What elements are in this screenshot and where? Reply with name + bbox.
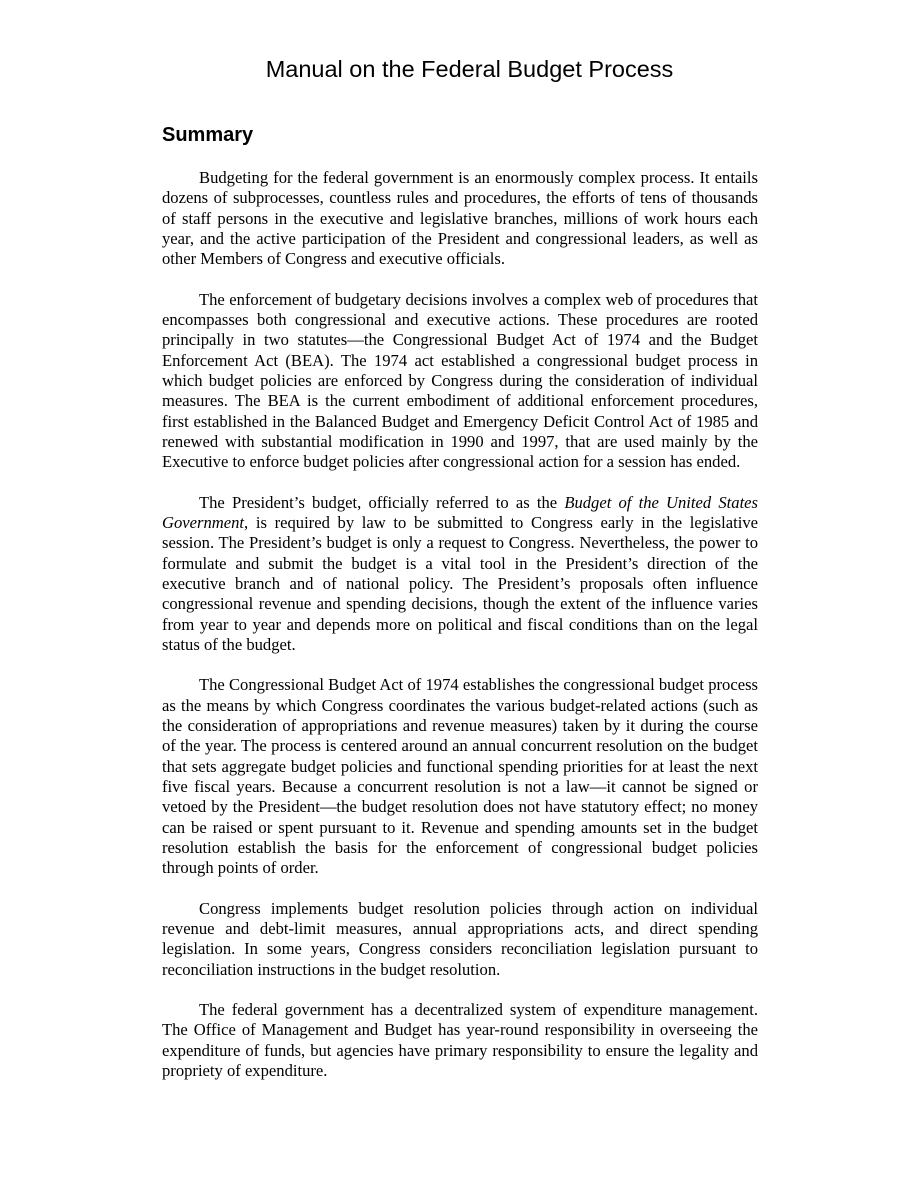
- paragraph-implementation: Congress implements budget resolution policies through action on individual revenue and debt-limit measures, annual appropriations acts, and direct spending legislation. In some years, Congress considers reconciliation legislation pursuant to reconciliation instructions in the budget resolution.: [162, 898, 758, 979]
- paragraph-enforcement: The enforcement of budgetary decisions involves a complex web of procedures that encompasses both congressional and executive actions. These procedures are rooted principally in two statutes—the Congressional Budget Act of 1974 and the Budget Enforcement Act (BEA). The 1974 act established a congressional budget process in which budget policies are enforced by Congress during the consideration of individual measures. The BEA is the current embodiment of additional enforcement procedures, first established in the Balanced Budget and Emergency Deficit Control Act of 1985 and renewed with substantial modification in 1990 and 1997, that are used mainly by the Executive to enforce budget policies after congressional action for a session has ended.: [162, 289, 758, 472]
- paragraph-congressional-budget-act: The Congressional Budget Act of 1974 establishes the congressional budget process as the means by which Congress coordinates the various budget-related actions (such as the consideration of appropriations and revenue measures) taken by it during the course of the year. The process is centered around an annual concurrent resolution on the budget that sets aggregate budget policies and functional spending priorities for at least the next five fiscal years. Because a concurrent resolution is not a law—it cannot be signed or vetoed by the President—the budget resolution does not have statutory effect; no money can be raised or spent pursuant to it. Revenue and spending amounts set in the budget resolution establish the basis for the enforcement of congressional budget policies through points of order.: [162, 675, 758, 878]
- document-body: [162, 168, 758, 1102]
- document-title: Manual on the Federal Budget Process: [265, 56, 674, 82]
- budget-title-italic: Budget of the United States Government: [162, 492, 758, 533]
- paragraph-presidents-budget: [162, 493, 758, 655]
- section-heading-summary: Summary: [162, 124, 254, 146]
- paragraph-budgeting-complexity: Budgeting for the federal government is an enormously complex process. It entails dozens of subprocesses, countless rules and procedures, the efforts of tens of thousands of staff persons in the executive and legislative branches, millions of work hours each year, and the active participation of the President and congressional leaders, as well as other Members of Congress and executive officials.: [162, 168, 758, 269]
- paragraph-presidents-budget-rest: , is required by law to be submitted to Congress early in the legislative session. The President’s budget is only a request to Congress. Nevertheless, the power to formulate and submit the budget is a vital tool in the President’s direction of the executive branch and of national policy. The President’s proposals often influence congressional revenue and spending decisions, though the extent of the influence varies from year to year and depends more on political and fiscal conditions than on the legal status of the budget.: [162, 513, 758, 654]
- paragraph-presidents-budget-lead: The President’s budget, officially referred to as the: [199, 492, 565, 512]
- paragraph-expenditure-management: The federal government has a decentralized system of expenditure management. The Office of Management and Budget has year-round responsibility in overseeing the expenditure of funds, but agencies have primary responsibility to ensure the legality and propriety of expenditure.: [162, 1000, 758, 1081]
